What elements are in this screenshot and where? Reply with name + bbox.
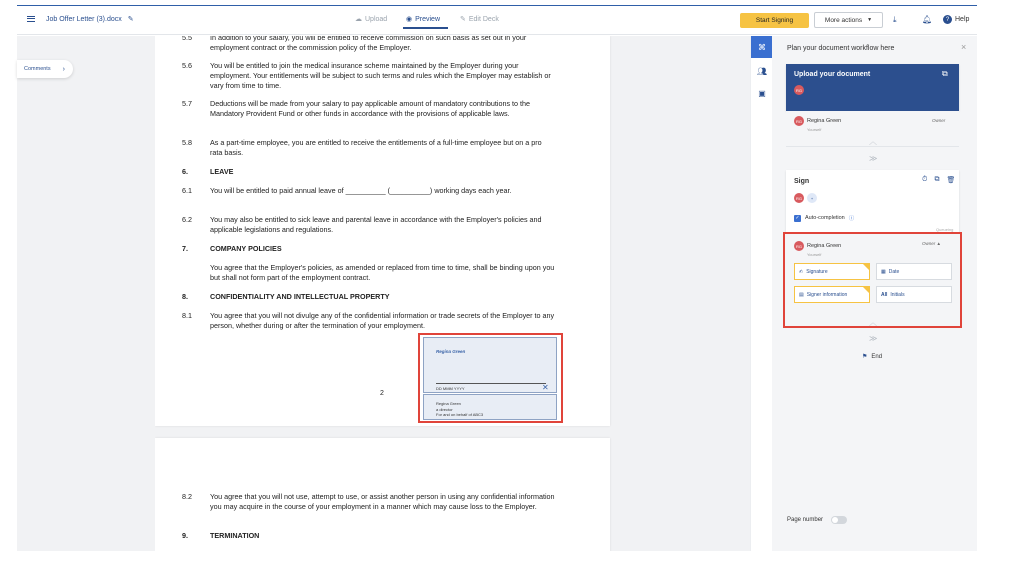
menu-icon[interactable] xyxy=(27,16,35,22)
eye-icon: ◉ xyxy=(406,16,413,23)
clause-number: 5.8 xyxy=(182,138,192,147)
clause-number: 5.7 xyxy=(182,99,192,108)
chevron-up-icon[interactable]: ▲ xyxy=(936,241,941,246)
section-title: TERMINATION xyxy=(210,531,260,540)
clause-6-2 xyxy=(182,215,555,235)
clause-number: 5.6 xyxy=(182,61,192,70)
more-actions-button[interactable] xyxy=(814,12,883,28)
document-page-2 xyxy=(155,438,610,551)
contact-card-icon[interactable]: ▣ xyxy=(758,88,766,98)
upload-step-card[interactable] xyxy=(786,64,959,111)
initials-field-label: Initials xyxy=(890,291,905,298)
section-title: LEAVE xyxy=(210,167,234,176)
avatar: RG xyxy=(794,193,804,203)
info-icon[interactable]: ⓘ xyxy=(848,216,855,222)
panel-rail xyxy=(750,36,772,551)
owner-name: Regina Green xyxy=(807,118,842,124)
signature-name: Regina Green xyxy=(436,349,466,354)
start-signing-button[interactable]: Start Signing xyxy=(740,13,809,28)
signer-info-field[interactable] xyxy=(423,394,557,420)
auto-completion-label: Auto-completion xyxy=(805,215,845,221)
clause-text: You agree that you will not use, attempt to use, or assist another person in using any confidential information you may acquire in the course of your employment in a manner which may cause loss to the Employer. xyxy=(210,492,555,511)
clause-text: As a part-time employee, you are entitled to receive the entitlements of a full-time employee but on a pro rata basis. xyxy=(210,138,542,157)
owner-sub: Yourself xyxy=(807,127,822,132)
auto-completion-row[interactable] xyxy=(794,214,854,222)
cloud-upload-icon: ☁ xyxy=(355,16,362,23)
comments-toggle[interactable] xyxy=(17,60,73,78)
auto-completion-checkbox[interactable]: ✓ xyxy=(795,215,800,221)
pencil-icon: ✎ xyxy=(460,16,466,23)
signature-field[interactable] xyxy=(423,337,557,393)
comments-label: Comments xyxy=(24,66,51,72)
section-number: 8. xyxy=(182,292,188,301)
flag-icon: ⚑ xyxy=(862,354,868,360)
id-card-icon: ▤ xyxy=(799,291,804,298)
add-signer-icon[interactable]: + xyxy=(807,193,817,203)
chevron-up-icon[interactable]: ︿ xyxy=(869,137,877,146)
date-field-button[interactable] xyxy=(876,263,952,280)
signer-info-behalf: For and on behalf of ABC3 xyxy=(436,412,484,417)
clause-text: You agree that the Employer's policies, as amended or replaced from time to time, shall be binding upon you but shall not form part of the employment contract. xyxy=(210,263,555,282)
page-number-label: Page number xyxy=(787,517,824,523)
close-icon[interactable]: × xyxy=(961,42,967,52)
workflow-icon[interactable]: ⌘ xyxy=(751,36,773,58)
tab-preview[interactable] xyxy=(406,15,440,23)
section-title: CONFIDENTIALITY AND INTELLECTUAL PROPERTY xyxy=(210,292,390,301)
date-field-placeholder: DD MMM YYYY xyxy=(436,386,465,391)
initials-field-button[interactable] xyxy=(876,286,952,303)
signer-avatars xyxy=(794,193,817,203)
help-label: Help xyxy=(955,16,970,23)
trash-icon[interactable]: 🗑︎ xyxy=(946,177,956,184)
signature-field-label: Signature xyxy=(806,268,828,275)
bell-icon[interactable]: 🔔︎ xyxy=(922,15,933,24)
clause-number: 8.2 xyxy=(182,492,192,501)
section-number: 6. xyxy=(182,167,188,176)
clause-8-1 xyxy=(182,311,555,331)
sign-step-card[interactable] xyxy=(786,170,959,233)
workflow-panel xyxy=(772,36,977,551)
signer-information-label: Signer information xyxy=(806,291,848,298)
clause-5-5 xyxy=(182,36,555,53)
more-actions-label: More actions xyxy=(824,16,863,24)
copy-icon[interactable]: ⧉ xyxy=(942,69,948,78)
clause-5-6 xyxy=(182,61,555,90)
clause-number: 6.1 xyxy=(182,186,192,195)
signature-field-button[interactable] xyxy=(794,263,870,280)
queueing-label: Queueing xyxy=(936,227,954,232)
timer-icon[interactable]: ⏱︎ xyxy=(922,176,928,183)
document-title[interactable] xyxy=(27,15,134,23)
tab-preview-label: Preview xyxy=(415,15,441,23)
help-button[interactable] xyxy=(943,15,969,24)
clause-5-7 xyxy=(182,99,555,119)
signature-icon: ✍︎ xyxy=(799,268,804,275)
clause-text: You will be entitled to join the medical insurance scheme maintained by the Employer during your employment. Your entitlements will be subject to such terms and rules which the Employer may establish or vary from time to time. xyxy=(210,61,551,90)
signature-field-highlight[interactable] xyxy=(418,333,563,423)
avatar: RG xyxy=(794,85,804,95)
signer-fields-highlight xyxy=(783,232,962,328)
signer-row[interactable] xyxy=(794,241,841,251)
chevron-double-down-icon: ≫ xyxy=(869,334,878,343)
page-number: 2 xyxy=(380,390,384,397)
chevron-down-icon: ▼ xyxy=(867,17,873,23)
signer-owner-text: Owner xyxy=(922,241,936,246)
copy-icon[interactable]: ⧉ xyxy=(934,176,940,183)
clause-8-2 xyxy=(182,492,555,512)
download-icon[interactable]: ⤓ xyxy=(893,15,897,24)
document-viewer[interactable] xyxy=(155,36,750,551)
signer-sub: Yourself xyxy=(807,252,822,257)
initials-icon: All xyxy=(881,291,888,298)
clause-7-body xyxy=(210,263,555,283)
sign-step-title: Sign xyxy=(794,178,810,185)
left-gutter xyxy=(17,36,155,551)
end-label: End xyxy=(871,353,883,360)
clause-6-1 xyxy=(182,186,555,196)
signer-owner-label xyxy=(922,241,941,246)
avatar: RG xyxy=(794,241,804,251)
signer-information-button[interactable] xyxy=(794,286,870,303)
clause-text: Deductions will be made from your salary to pay applicable amount of mandatory contributions to the Mandatory Provident Fund or other funds in accordance with the provisions of applicable laws. xyxy=(210,99,531,118)
help-icon: ? xyxy=(943,15,952,24)
document-page-1 xyxy=(155,36,610,426)
people-icon[interactable]: 👥︎ xyxy=(756,66,768,76)
sign-step-actions xyxy=(922,176,955,184)
owner-row xyxy=(794,116,841,126)
section-heading-termination xyxy=(182,531,555,541)
chevron-up-icon[interactable]: ︿ xyxy=(869,318,877,327)
clause-text: You agree that you will not divulge any of the confidential information or trade secrets of the Employer to any person, whether during or after the termination of your employment. xyxy=(210,311,555,330)
chevron-double-down-icon: ≫ xyxy=(869,154,878,163)
signer-info-title: a director xyxy=(436,406,453,412)
section-heading-company-policies xyxy=(182,244,555,254)
signer-name: Regina Green xyxy=(807,243,842,249)
clause-text: You may also be entitled to sick leave and parental leave in accordance with the Employer's policies and applicable legislations and regulations. xyxy=(210,215,542,234)
remove-field-icon[interactable]: ✕ xyxy=(542,383,549,392)
page-number-toggle-row xyxy=(787,516,847,524)
chevron-right-icon: › xyxy=(62,65,65,73)
section-number: 7. xyxy=(182,244,188,253)
signature-line xyxy=(436,383,546,384)
pencil-icon[interactable]: ✎ xyxy=(127,16,134,23)
tab-edit-label: Edit Deck xyxy=(468,15,499,23)
calendar-icon: ▦ xyxy=(881,268,886,275)
section-heading-confidentiality xyxy=(182,292,555,302)
panel-title: Plan your document workflow here xyxy=(787,45,895,52)
clause-number: 6.2 xyxy=(182,215,192,224)
document-title-text: Job Offer Letter (3).docx xyxy=(46,15,122,23)
avatar: RG xyxy=(794,116,804,126)
signer-info-name: Regina Green xyxy=(436,401,461,406)
clause-5-8 xyxy=(182,138,555,158)
tab-edit-deck[interactable] xyxy=(460,15,499,23)
date-field-label: Date xyxy=(888,268,900,275)
active-tab-indicator xyxy=(403,27,448,29)
clause-text: In addition to your salary, you will be entitled to receive commission on such basis as set out in your employment contract or the commission policy of the Employer. xyxy=(210,36,527,52)
upload-step-title: Upload your document xyxy=(794,71,871,78)
toolbar xyxy=(17,6,977,35)
tab-upload[interactable] xyxy=(355,15,387,23)
bottom-strip xyxy=(17,551,977,569)
end-step xyxy=(862,353,882,360)
clause-number: 5.5 xyxy=(182,36,192,42)
clause-number: 8.1 xyxy=(182,311,192,320)
tab-upload-label: Upload xyxy=(365,15,388,23)
clause-text: You will be entitled to paid annual leave of __________ (__________) working days each year. xyxy=(210,186,512,195)
page-number-toggle[interactable] xyxy=(831,516,847,524)
section-title: COMPANY POLICIES xyxy=(210,244,282,253)
section-number: 9. xyxy=(182,531,188,540)
section-heading-leave xyxy=(182,167,555,177)
owner-label: Owner xyxy=(932,118,946,123)
